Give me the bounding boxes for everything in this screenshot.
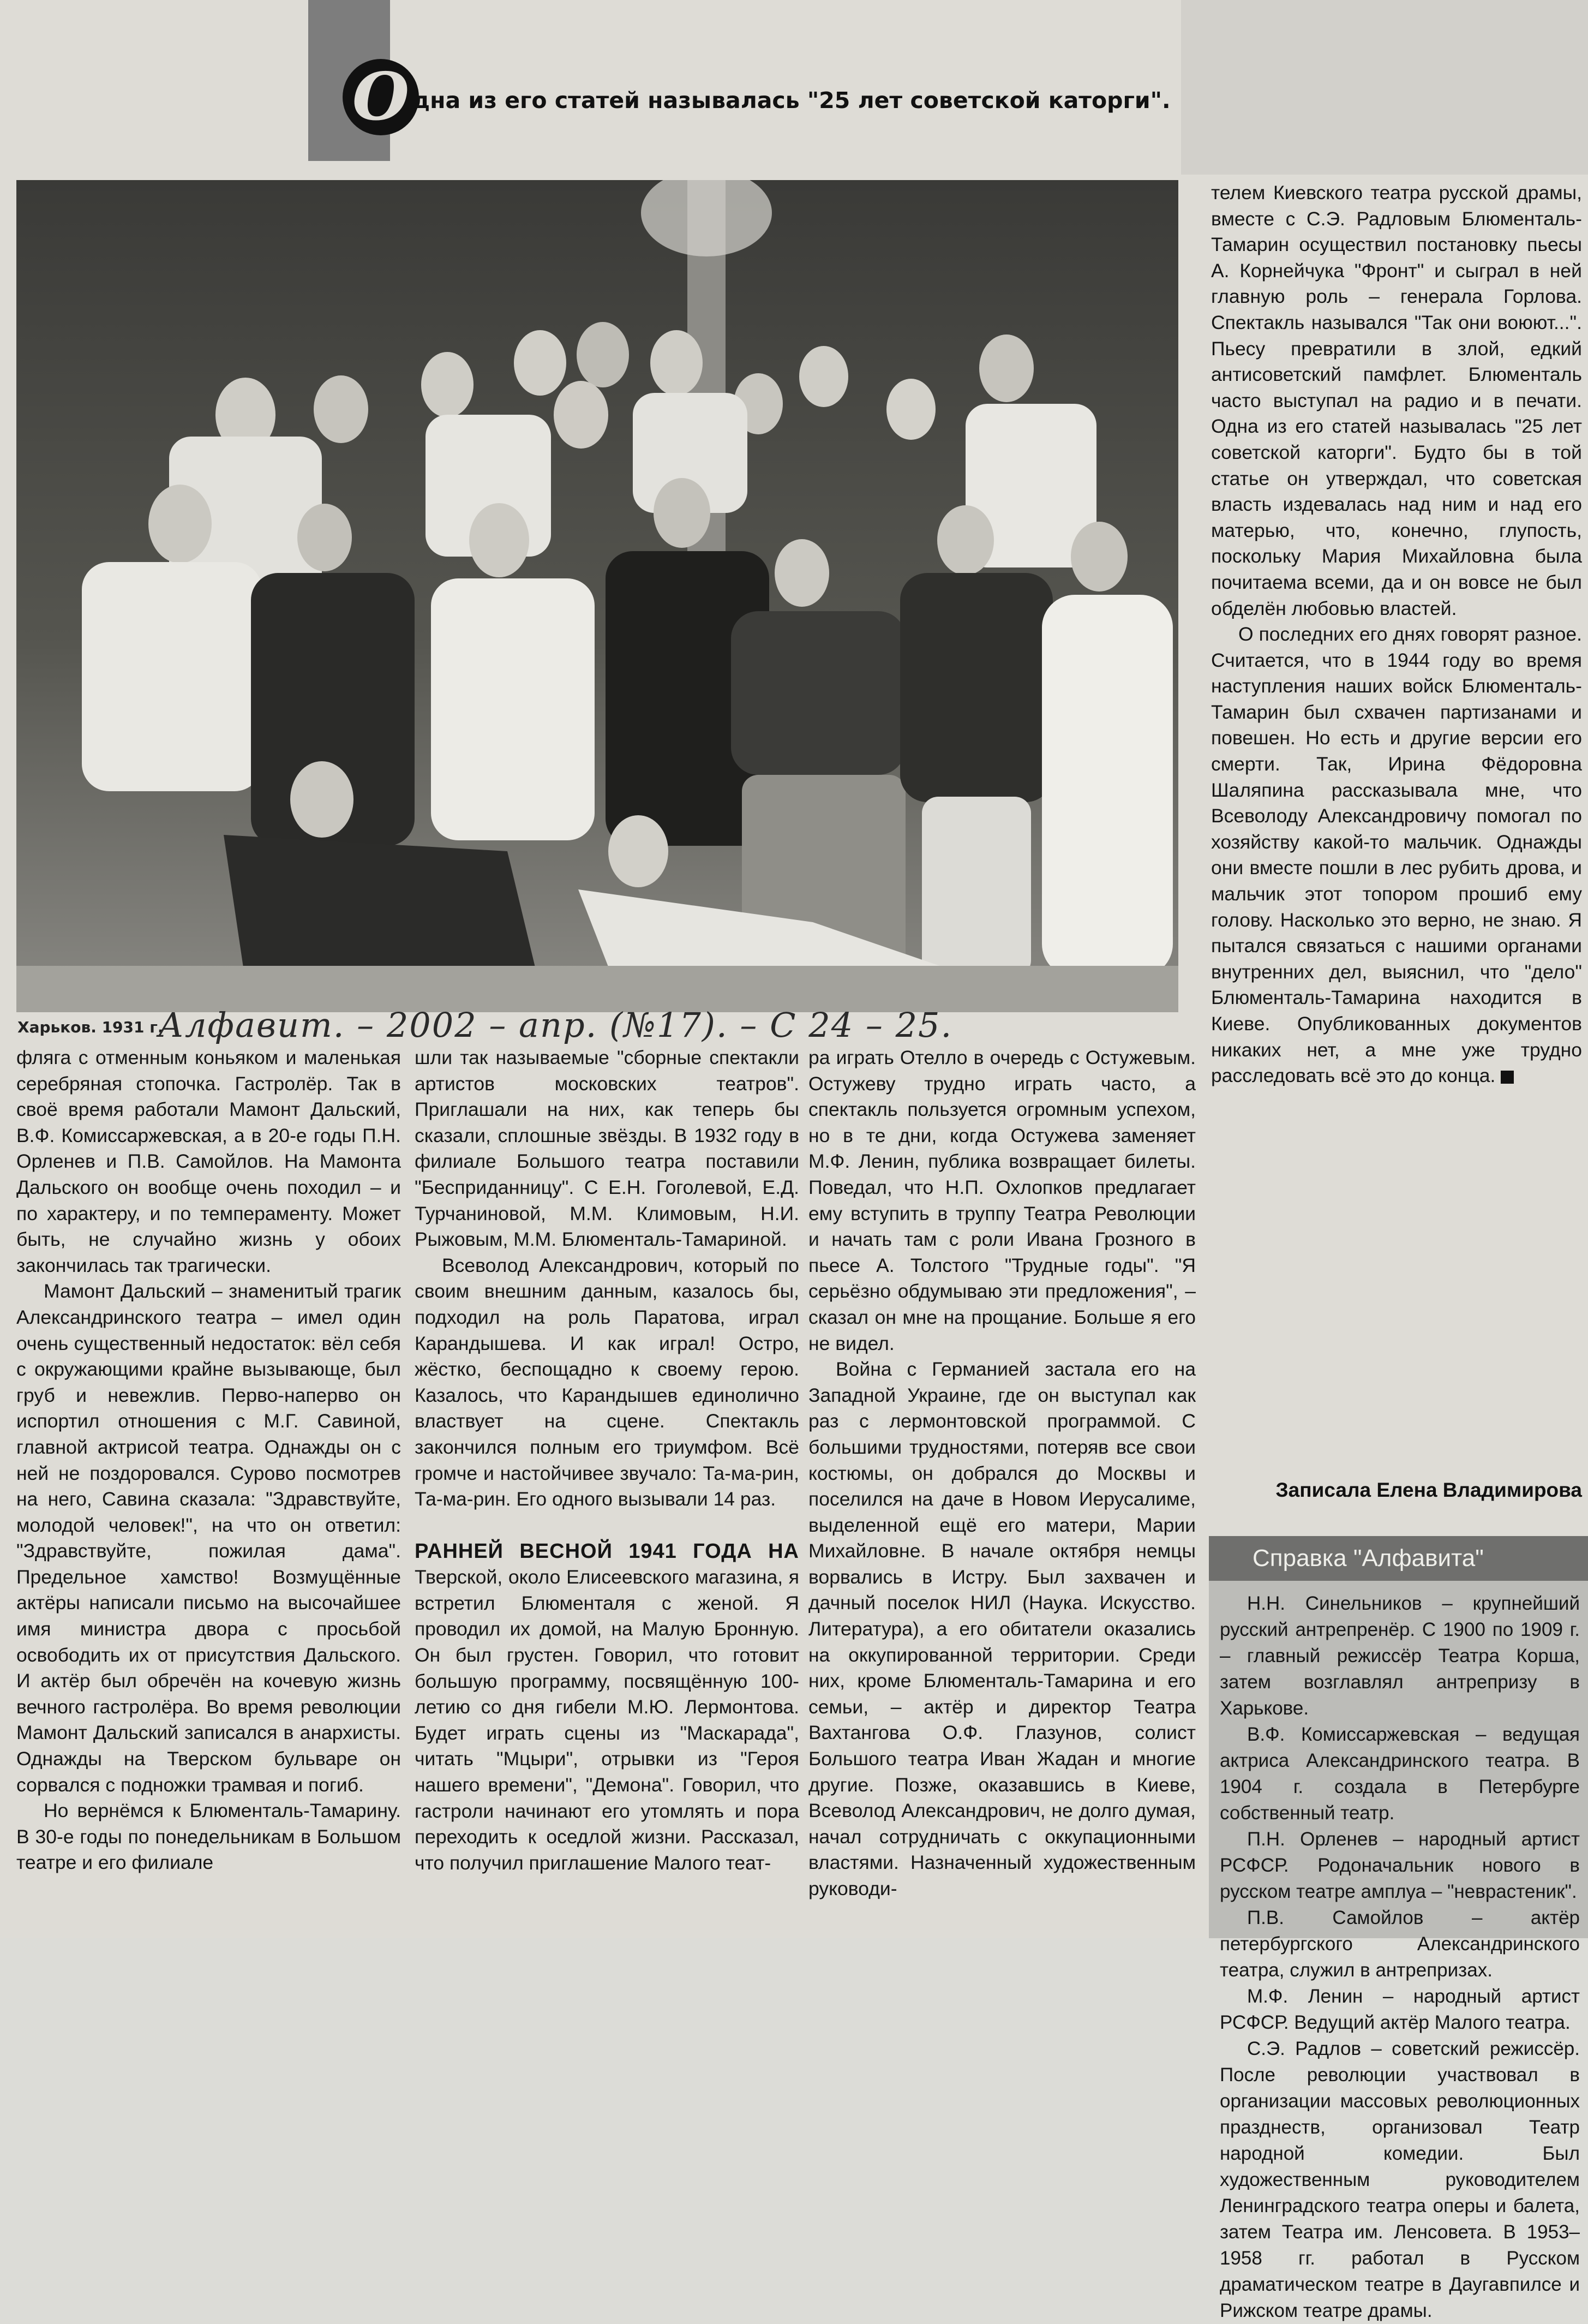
paragraph: Война с Германией застала его на Западной Украине, где он выступал как раз с лермонтовской программой. С большими трудностями, потеряв все свои костюмы, он добрался до Москвы и поселился на даче в Новом Иерусалиме, выделенной ещё его матери, Марии Михайловне. В начале октября немцы ворвались в Истру. Был захвачен и дачный поселок НИЛ (Наука. Искусство. Литература), а его обитатели оказались на оккупированной территории. Среди них, кроме Блюменталь-Тамарина и его семьи, – актёр и директор Театра Вахтангова О.Ф. Глазунов, солист Большого театра Иван Жадан и многие другие. Позже, оказавшись в Киеве, Всеволод Александрович, не долго думая, начал сотрудничать с оккупационными властями. Назначенный художественным руководи-	[808, 1358, 1196, 1899]
group-photo-image	[16, 180, 1178, 1012]
section-text: Тверской, около Елисеевского магазина, я встретил Блюменталя с женой. Я проводил их домой, на Малую Бронную. Он был грустен. Говорил, что готовит большую программу, посвящённую 100-летию со дня гибели М.Ю. Лермонтова. Будет играть сцены из "Маскарада", читать "Мцыри", отрывки из "Героя нашего времени", "Демона". Говорил, что гастроли начинают его утомлять и пора переходить к оседлой жизни. Рассказал, что получил приглашение Малого теат-	[415, 1566, 799, 1874]
sidebar-entry: Н.Н. Синельников – крупнейший русский антрепренёр. С 1900 по 1909 г. – главный режиссёр Театра Корша, затем возглавлял антрепризу в Харькове.	[1220, 1593, 1580, 1719]
sidebar-entry: П.Н. Орленев – народный артист РСФСР. Родоначальник нового в русском театре амплуа – "неврастеник".	[1220, 1829, 1580, 1902]
sidebar-entry: С.Э. Радлов – советский режиссёр. После революции участвовал в организации массовых революционных празднеств, организовал Театр народной комедии. Был художественным руководителем Ленинградского театра оперы и балета, затем Театра им. Ленсовета. В 1953–1958 гг. работал в Русском драматическом театре в Даугавпилсе и Рижском театре драмы.	[1220, 2038, 1580, 2321]
end-of-article-mark	[1501, 1071, 1514, 1084]
article-column-2	[415, 1045, 799, 1876]
pull-quote-dropcap: О	[352, 58, 410, 135]
paragraph: ра играть Отелло в очередь с Остужевым. Остужеву трудно играть часто, а спектакль пользуется огромным успехом, но в те дни, когда Остужева заменяет М.Ф. Ленин, публика возвращает билеты. Поведал, что Н.П. Охлопков предлагает ему вступить в труппу Театра Революции и начать там с роли Ивана Грозного в пьесе А. Толстого "Трудные годы". "Я серьёзно обдумываю эти предложения", – сказал он мне на прощание. Больше я его не видел.	[808, 1047, 1196, 1354]
handwritten-citation: Алфавит. – 2002 – апр. (№17). – С 24 – 25.	[158, 1005, 953, 1045]
section-paragraph	[415, 1539, 799, 1877]
section-runin: РАННЕЙ ВЕСНОЙ 1941 ГОДА НА	[415, 1539, 799, 1563]
article-column-3	[808, 1045, 1196, 1902]
byline: Записала Елена Владимирова	[1275, 1479, 1582, 1501]
paragraph: фляга с отменным коньяком и маленькая серебряная стопочка. Гастролёр. Так в своё время работали Мамонт Дальский, В.Ф. Комиссаржевская, а в 20-е годы П.Н. Орленев и П.В. Самойлов. На Мамонта Дальского он вообще очень походил – и по характеру, и по темпераменту. Может быть, не случайно жизнь у обоих закончилась так трагически.	[16, 1047, 401, 1276]
paragraph: телем Киевского театра русской драмы, вместе с С.Э. Радловым Блюменталь-Тамарин осуществил постановку пьесы А. Корнейчука "Фронт" и сыграл в ней главную роль – генерала Горлова. Спектакль назывался "Так они воюют...". Пьесу превратили в злой, едкий антисоветский памфлет. Блюменталь часто выступал на радио и в печати. Одна из его статей называлась "25 лет советской каторги". Будто бы в той статье он утверждал, что советская власть издевалась над ним и над его матерью, что, конечно, глупость, поскольку Мария Михайловна была почитаема всеми, да и он вовсе не был обделён любовью властей.	[1211, 182, 1582, 619]
top-right-margin	[1181, 0, 1588, 175]
sidebar-entry: П.В. Самойлов – актёр петербургского Александринского театра, служил в антрепризах.	[1220, 1907, 1580, 1981]
pull-quote-text: дна из его статей называлась "25 лет советской каторги".	[412, 87, 1171, 113]
sidebar-entry: В.Ф. Комиссаржевская – ведущая актриса Александринского театра. В 1904 г. создала в Петербурге собственный театр.	[1220, 1724, 1580, 1824]
paragraph: шли так называемые "сборные спектакли артистов московских театров". Приглашали на них, как теперь бы сказали, сплошные звёзды. В 1932 году в филиале Большого театра поставили "Бесприданницу". С Е.Н. Гоголевой, Е.Д. Турчаниновой, М.М. Климовым, Н.И. Рыжовым, М.М. Блюменталь-Тамариной.	[415, 1047, 799, 1251]
paragraph: Мамонт Дальский – знаменитый трагик Александринского театра – имел один очень существенный недостаток: вёл себя с окружающими крайне вызывающе, был груб и невежлив. Перво-наперво он испортил отношения с М.Г. Савиной, главной актрисой театра. Однажды он с ней не поздоровался. Сурово посмотрев на него, Савина сказала: "Здравствуйте, молодой человек!", на что он ответил: "Здравствуйте, пожилая дама". Предельное хамство! Возмущённые актёры написали письмо на высочайшее имя министра двора с просьбой освободить их от присутствия Дальского. И актёр был обречён на кочевую жизнь вечного гастролёра. Во время революции Мамонт Дальский записался в анархисты. Однажды на Тверском бульваре он сорвался с подножки трамвая и погиб.	[16, 1280, 401, 1796]
article-column-1	[16, 1045, 401, 1876]
paragraph: Но вернёмся к Блюменталь-Тамарину. В 30-е годы по понедельникам в Большом театре и его филиале	[16, 1800, 401, 1874]
group-photo	[16, 180, 1178, 1012]
paragraph: Всеволод Александрович, который по своим внешним данным, казалось бы, подходил на роль Паратова, играл Карандышева. И как играл! Остро, жёстко, беспощадно к своему герою. Казалось, что Карандышев единолично властвует на сцене. Спектакль закончился полным его триумфом. Всё громче и настойчивее звучало: Та-ма-рин, Та-ма-рин. Его одного вызывали 14 раз.	[415, 1254, 799, 1510]
paragraph: О последних его днях говорят разное. Считается, что в 1944 году во время наступления наших войск Блюменталь-Тамарин был схвачен партизанами и повешен. Но есть и другие версии его смерти. Так, Ирина Фёдоровна Шаляпина рассказывала мне, что Всеволоду Александровичу помогал по хозяйству какой-то мальчик. Однажды они вместе пошли в лес рубить дрова, и мальчик этот топором прошиб ему голову. Насколько это верно, не знаю. Я пытался связаться с нашими органами внутренних дел, выяснил, что "дело" Блюменталь-Тамарина находится в Киеве. Опубликованных документов никаких нет, а мне уже трудно расследовать всё это до конца.	[1211, 623, 1582, 1087]
sidebar-entries	[1220, 1591, 1580, 2324]
article-column-4	[1211, 180, 1582, 1089]
sidebar-title: Справка "Алфавита"	[1209, 1536, 1588, 1581]
photo-caption: Харьков. 1931 г.	[17, 1018, 164, 1036]
sidebar-entry: М.Ф. Ленин – народный артист РСФСР. Ведущий актёр Малого театра.	[1220, 1986, 1580, 2033]
